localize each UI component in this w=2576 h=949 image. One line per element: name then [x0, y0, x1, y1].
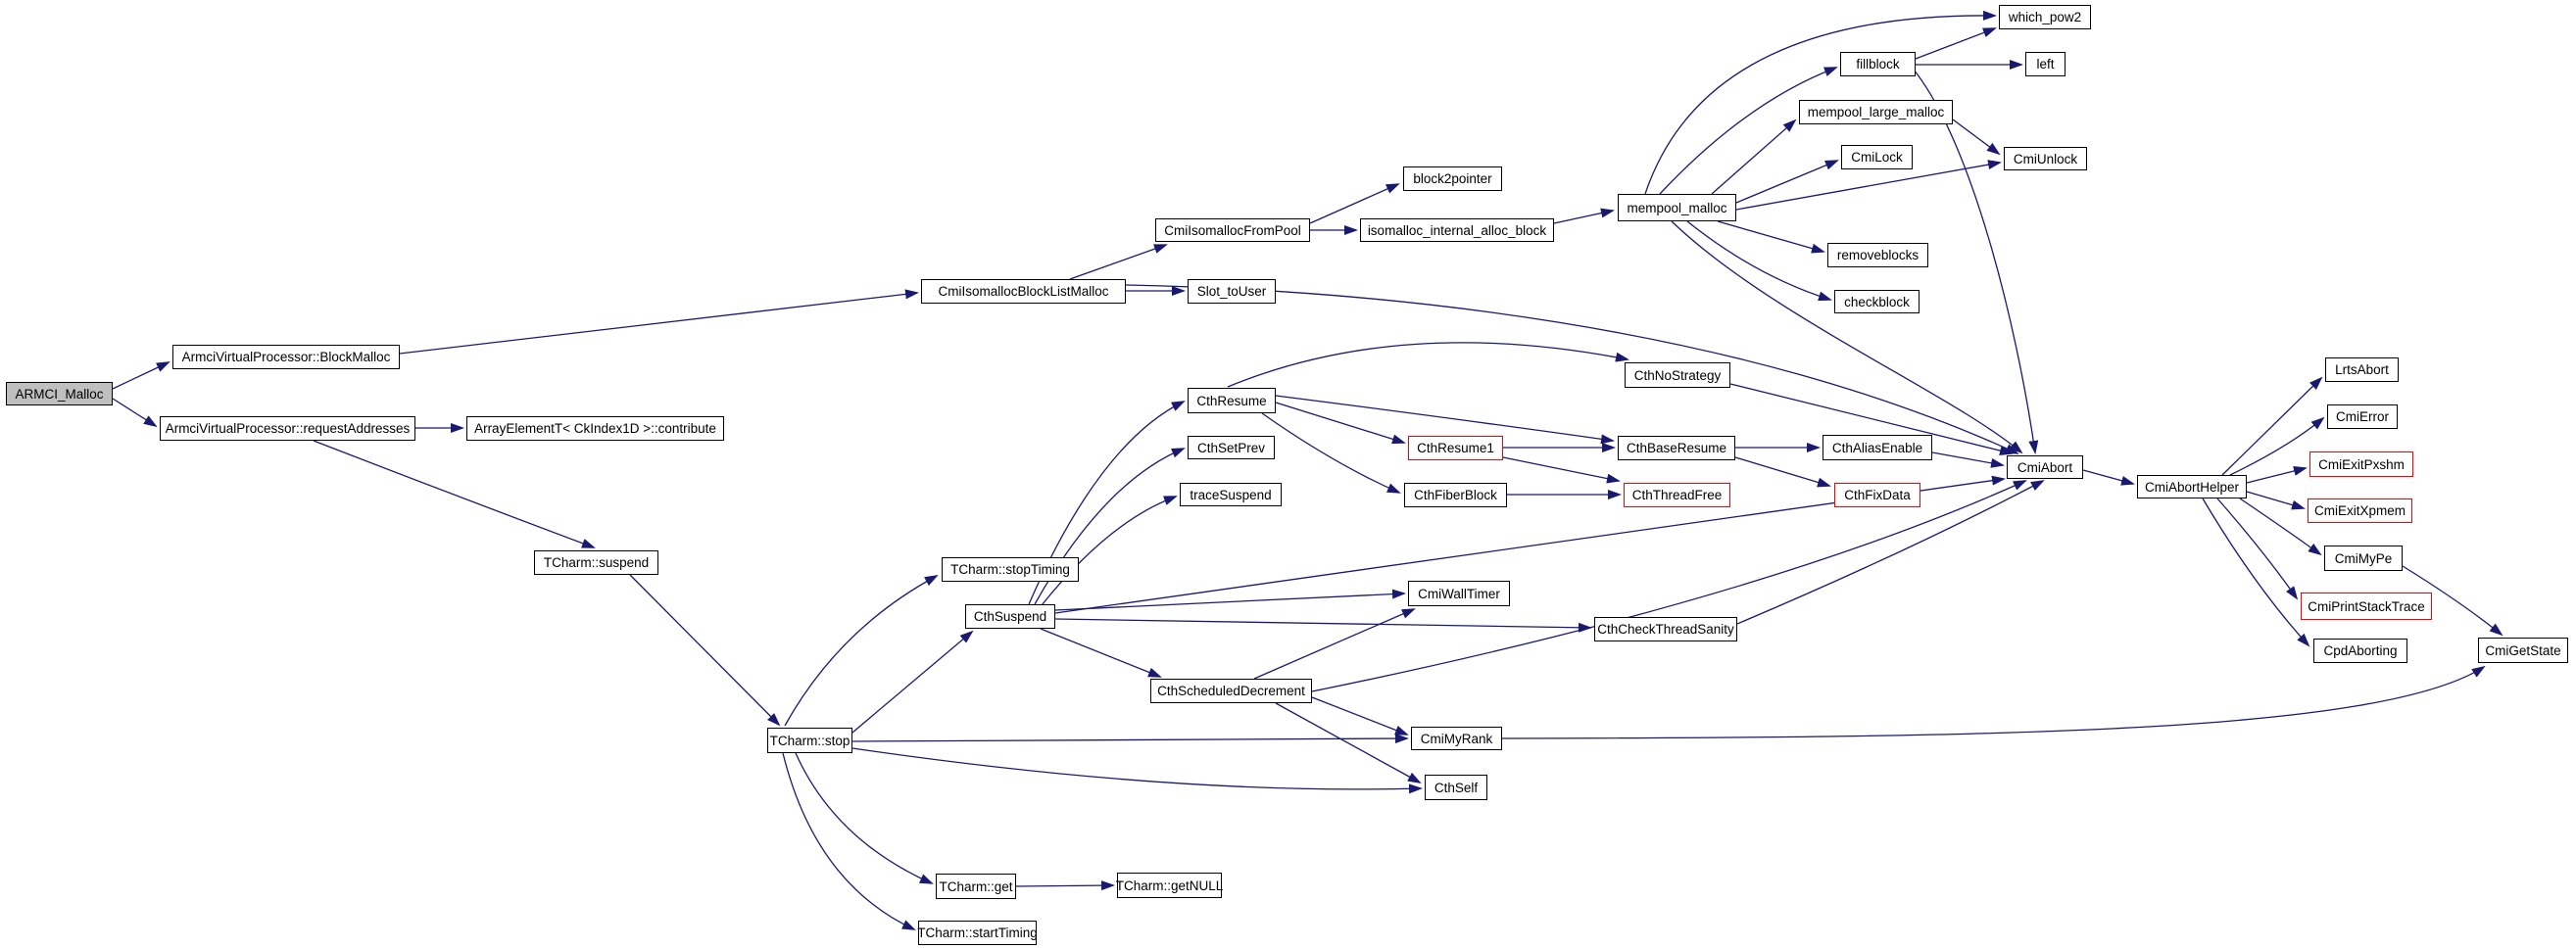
edge-tcharm-get-to-tcharm-getnull — [1016, 885, 1113, 886]
node-label: CthFixData — [1844, 488, 1911, 502]
edge-mempool-malloc-to-removeblocks — [1718, 221, 1823, 252]
node-label: mempool_malloc — [1627, 200, 1727, 215]
edge-cthsuspend-to-cmiwalltimer — [1055, 593, 1404, 610]
node-armci-malloc[interactable] — [6, 382, 113, 405]
node-label: CthAliasEnable — [1831, 440, 1923, 455]
node-label: fillblock — [1856, 57, 1900, 71]
edge-cthscheduleddecrement-to-cmimyrank — [1312, 697, 1407, 735]
edge-armci-malloc-to-armcivirtualprocessor-blockmalloc — [113, 362, 169, 389]
edge-cmiisomallocfrompool-to-block2pointer — [1310, 184, 1398, 223]
node-tcharm-suspend[interactable] — [534, 550, 658, 575]
node-label: which_pow2 — [2008, 10, 2082, 24]
node-removeblocks[interactable] — [1827, 243, 1928, 267]
node-block2pointer[interactable] — [1403, 166, 1502, 191]
node-arrayelementt-ckindex1d-contribute[interactable] — [466, 416, 724, 441]
node-label: LrtsAbort — [2335, 362, 2389, 377]
node-label: CmiError — [2336, 409, 2389, 424]
node-label: mempool_large_malloc — [1807, 105, 1945, 119]
edge-cthsuspend-to-tracesuspend — [1042, 497, 1176, 605]
node-label: CthSuspend — [973, 609, 1047, 624]
node-cpdaborting[interactable] — [2313, 639, 2407, 663]
node-checkblock[interactable] — [1834, 290, 1920, 313]
node-cthsuspend[interactable] — [965, 604, 1055, 629]
node-slot-touser[interactable] — [1188, 279, 1276, 304]
edge-cmiaborthelper-to-cmiexitxpmem — [2247, 492, 2304, 508]
edge-cthaliasenable-to-cmiabort — [1932, 452, 2003, 465]
node-label: CmiPrintStackTrace — [2308, 598, 2425, 614]
edge-armcivirtualprocessor-blockmalloc-to-cmiisomallocblocklistmalloc — [400, 293, 917, 354]
node-fillblock[interactable] — [1840, 52, 1916, 76]
node-label: CthThreadFree — [1631, 488, 1723, 502]
node-cthaliasenable[interactable] — [1823, 435, 1932, 460]
edge-tcharm-stop-to-tcharm-get — [796, 753, 932, 883]
node-tcharm-starttiming[interactable] — [918, 921, 1037, 945]
node-which-pow2[interactable] — [1999, 5, 2091, 29]
node-cmiexitxpmem[interactable] — [2308, 498, 2412, 523]
edge-cthbaseresume-to-cthfixdata — [1735, 457, 1829, 486]
node-label: ArmciVirtualProcessor::requestAddresses — [165, 421, 411, 436]
edge-cthscheduleddecrement-to-cthself — [1276, 703, 1420, 783]
edge-cthresume-to-cthfiberblock — [1262, 413, 1399, 493]
edge-tcharm-stop-to-cthsuspend — [852, 632, 972, 733]
edge-cmiaborthelper-to-cmiexitpxshm — [2247, 468, 2306, 483]
edge-cmiisomallocblocklistmalloc-to-cmiisomallocfrompool — [1070, 245, 1166, 279]
edge-tcharm-stop-to-tcharm-stoptiming — [785, 576, 937, 726]
node-cthscheduleddecrement[interactable] — [1150, 679, 1312, 703]
node-cthbaseresume[interactable] — [1618, 436, 1735, 460]
node-label: CthNoStrategy — [1633, 367, 1722, 383]
node-label: left — [2036, 57, 2055, 71]
node-label: CthFiberBlock — [1414, 488, 1497, 502]
node-cmiprintstacktrace[interactable] — [2301, 593, 2432, 620]
edge-fillblock-to-which-pow2 — [1916, 28, 1995, 59]
node-tcharm-stoptiming[interactable] — [942, 557, 1079, 582]
node-cthcheckthreadsanity[interactable] — [1594, 617, 1737, 641]
node-label: TCharm::stop — [769, 733, 851, 748]
edge-cthresume1-to-cththreadfree — [1503, 457, 1619, 481]
node-cthresume1[interactable] — [1408, 436, 1503, 460]
edge-tcharm-stop-to-cmimyrank — [852, 738, 1407, 741]
node-mempool-large-malloc[interactable] — [1799, 100, 1953, 124]
edge-cmiabort-to-cmiaborthelper — [2083, 470, 2133, 484]
node-label: traceSuspend — [1190, 487, 1272, 502]
edge-cmiaborthelper-to-cpdaborting — [2203, 498, 2309, 645]
node-mempool-malloc[interactable] — [1618, 194, 1736, 221]
node-label: CthBaseResume — [1626, 441, 1727, 455]
node-label: CthResume1 — [1417, 441, 1494, 455]
node-label: checkblock — [1844, 294, 1910, 309]
node-cthfiberblock[interactable] — [1404, 483, 1507, 507]
node-label: TCharm::suspend — [543, 555, 650, 570]
node-cmiisomallocfrompool[interactable] — [1155, 218, 1310, 242]
node-label: CpdAborting — [2323, 643, 2398, 658]
node-label: ARMCI_Malloc — [15, 386, 104, 402]
edge-cthresume-to-cthresume1 — [1276, 403, 1404, 443]
node-isomalloc-internal-alloc-block[interactable] — [1360, 218, 1554, 242]
edge-isomalloc-internal-alloc-block-to-mempool-malloc — [1554, 211, 1613, 223]
node-label: CmiAbortHelper — [2144, 479, 2240, 495]
node-lrtsabort[interactable] — [2325, 357, 2399, 382]
node-label: CmiAbort — [2017, 459, 2073, 475]
edge-tcharm-stop-to-tcharm-starttiming — [783, 753, 914, 929]
node-cthsetprev[interactable] — [1188, 436, 1275, 459]
edge-cmiaborthelper-to-cmiprintstacktrace — [2217, 498, 2297, 598]
node-cmiaborthelper[interactable] — [2137, 475, 2247, 498]
node-label: removeblocks — [1836, 248, 1920, 262]
node-label: ArrayElementT< CkIndex1D >::contribute — [474, 421, 716, 436]
node-tcharm-stop[interactable] — [767, 728, 852, 753]
node-tcharm-getnull[interactable] — [1117, 873, 1222, 898]
node-cmilock[interactable] — [1841, 145, 1913, 169]
node-label: Slot_toUser — [1196, 284, 1267, 299]
node-label: TCharm::getNULL — [1115, 878, 1224, 893]
node-label: CmiLock — [1851, 150, 1903, 165]
node-label: CmiMyRank — [1420, 731, 1493, 746]
edge-tcharm-stop-to-cthself — [852, 748, 1421, 789]
edge-mempool-large-malloc-to-cmiunlock — [1953, 119, 1999, 154]
node-cmiexitpxshm[interactable] — [2309, 451, 2413, 477]
edge-cthsuspend-to-cthscheduleddecrement — [1041, 629, 1160, 677]
node-label: CthCheckThreadSanity — [1597, 622, 1734, 637]
node-cththreadfree[interactable] — [1624, 483, 1730, 507]
node-label: CthResume — [1196, 393, 1267, 408]
node-label: CmiIsomallocBlockListMalloc — [938, 284, 1109, 299]
edge-cthsuspend-to-cthcheckthreadsanity — [1055, 619, 1590, 628]
edge-cmimyrank-to-cmigetstate — [1502, 667, 2484, 738]
node-label: TCharm::stopTiming — [950, 562, 1070, 577]
node-label: CthScheduledDecrement — [1157, 684, 1305, 698]
node-cmiisomallocblocklistmalloc[interactable] — [921, 279, 1126, 304]
edge-mempool-malloc-to-cmilock — [1736, 161, 1837, 203]
node-label: block2pointer — [1413, 171, 1492, 186]
node-label: TCharm::startTiming — [917, 925, 1038, 940]
node-label: CmiGetState — [2485, 642, 2561, 658]
node-tracesuspend[interactable] — [1180, 483, 1282, 506]
node-left[interactable] — [2025, 52, 2066, 76]
node-label: CmiIsomallocFromPool — [1164, 222, 1301, 238]
node-armcivirtualprocessor-blockmalloc[interactable] — [172, 345, 400, 369]
node-cmimype[interactable] — [2324, 546, 2403, 571]
node-label: TCharm::get — [939, 878, 1013, 894]
node-label: CmiWallTimer — [1418, 586, 1500, 601]
edge-armcivirtualprocessor-requestaddresses-to-tcharm-suspend — [314, 441, 594, 547]
node-label: CmiMyPe — [2334, 550, 2393, 566]
edge-armci-malloc-to-armcivirtualprocessor-requestaddresses — [113, 399, 156, 426]
node-tcharm-get[interactable] — [936, 874, 1016, 899]
edge-cthscheduleddecrement-to-cmiwalltimer — [1254, 609, 1414, 679]
node-label: CthSetPrev — [1196, 440, 1266, 455]
node-label: isomalloc_internal_alloc_block — [1367, 222, 1547, 238]
node-cmierror[interactable] — [2327, 404, 2398, 429]
edge-tcharm-suspend-to-tcharm-stop — [630, 575, 779, 725]
edge-cmiaborthelper-to-lrtsabort — [2222, 378, 2321, 475]
node-cmiwalltimer[interactable] — [1408, 581, 1510, 606]
node-cmimyrank[interactable] — [1411, 727, 1502, 750]
node-cmiabort[interactable] — [2007, 455, 2083, 479]
node-label: CmiExitXpmem — [2313, 503, 2406, 518]
node-cmiunlock[interactable] — [2004, 147, 2087, 170]
node-label: CmiExitPxshm — [2318, 456, 2405, 472]
edge-cthresume-to-cthnostrategy — [1228, 343, 1628, 387]
edge-mempool-malloc-to-fillblock — [1660, 68, 1836, 194]
node-cthfixdata[interactable] — [1834, 483, 1920, 507]
node-label: ArmciVirtualProcessor::BlockMalloc — [181, 350, 391, 364]
node-label: CmiUnlock — [2013, 151, 2078, 166]
node-cmigetstate[interactable] — [2478, 638, 2568, 663]
node-label: CthSelf — [1434, 780, 1479, 795]
node-armcivirtualprocessor-requestaddresses[interactable] — [160, 416, 415, 441]
node-cthresume[interactable] — [1188, 388, 1276, 413]
edge-fillblock-to-cmiabort — [1914, 70, 2035, 452]
node-cthnostrategy[interactable] — [1625, 362, 1730, 388]
node-cthself[interactable] — [1425, 775, 1487, 800]
